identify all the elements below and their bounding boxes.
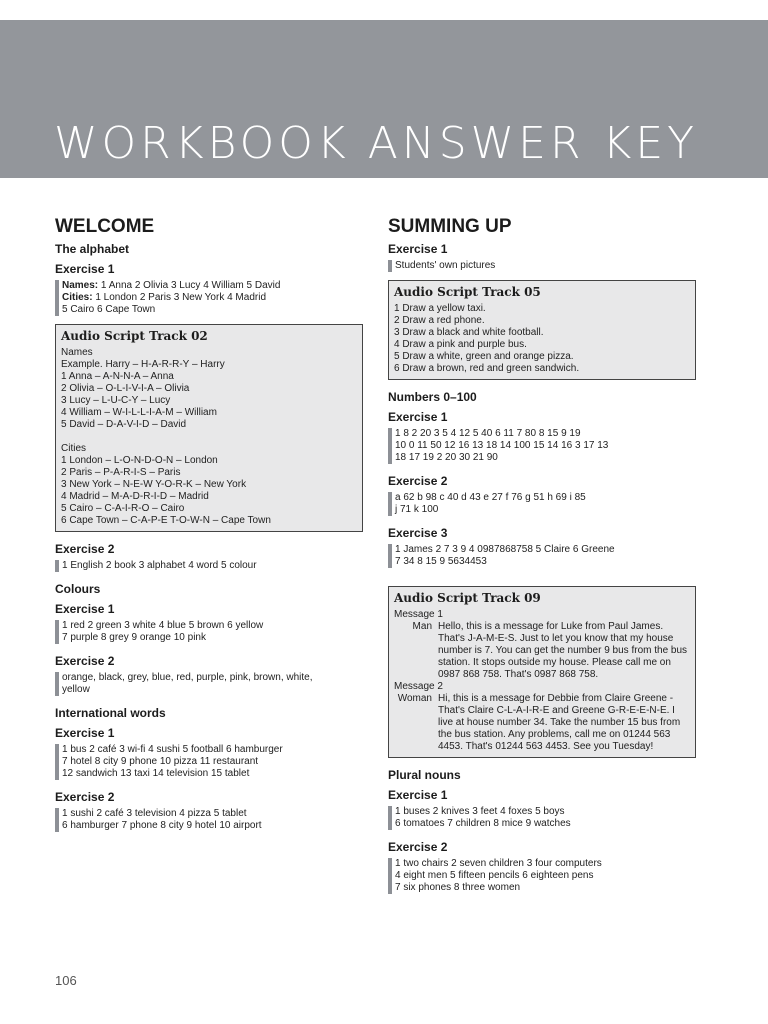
- spacer: [61, 431, 357, 443]
- exercise-label: Exercise 2: [55, 790, 115, 804]
- answer-line: 6 tomatoes 7 children 8 mice 9 watches: [395, 818, 571, 829]
- audio-script-title: Audio Script Track 05: [394, 285, 541, 299]
- message-row: [394, 621, 690, 681]
- answer-block: [388, 428, 696, 464]
- answer-block: [55, 560, 363, 572]
- heading-numbers: Numbers 0–100: [388, 390, 477, 404]
- answer-block: [388, 806, 696, 830]
- section-title-summing-up: SUMMING UP: [388, 216, 512, 237]
- message-text: Hello, this is a message for Luke from Paul James. That's J-A-M-E-S. Just to let you know that my house number is 7. You can get the number 9 bus from the bus station. It stops outside my house. Please call me on 0987 868 758. That's 0987 868 758.: [438, 621, 688, 680]
- answer-line: 1 bus 2 café 3 wi-fi 4 sushi 5 football 6 hamburger: [62, 744, 283, 755]
- answer-line: 5 Cairo 6 Cape Town: [62, 304, 156, 315]
- exercise-label: Exercise 2: [55, 654, 115, 668]
- answer-line: orange, black, grey, blue, red, purple, pink, brown, white,: [62, 672, 313, 683]
- answer-line: 7 purple 8 grey 9 orange 10 pink: [62, 632, 206, 643]
- script-line: Names: [61, 347, 93, 358]
- script-line: 5 Draw a white, green and orange pizza.: [394, 351, 574, 362]
- answer-block: [388, 544, 696, 568]
- message-text: Hi, this is a message for Debbie from Claire Greene - That's Claire C-L-A-I-R-E and Greene G-R-E-E-N-E. I live at house number 34. Take the number 15 bus from the bus station. Any problems, call me on 01244 563 4453. That's 01244 563 4453. See you Tuesday!: [438, 693, 681, 752]
- script-line: 4 Madrid – M-A-D-R-I-D – Madrid: [61, 491, 209, 502]
- names-prefix: Names:: [62, 280, 99, 291]
- script-line: 2 Olivia – O-L-I-V-I-A – Olivia: [61, 383, 190, 394]
- exercise-label: Exercise 1: [55, 262, 115, 276]
- answer-line: j 71 k 100: [395, 504, 439, 515]
- message-row: [394, 693, 690, 753]
- cities-prefix: Cities:: [62, 292, 93, 303]
- heading-alphabet: The alphabet: [55, 242, 130, 256]
- script-line: 5 Cairo – C-A-I-R-O – Cairo: [61, 503, 185, 514]
- header-banner: [0, 20, 768, 178]
- speaker-label: Woman: [397, 693, 432, 704]
- audio-script-box-09: [388, 586, 696, 758]
- script-line: 4 Draw a pink and purple bus.: [394, 339, 527, 350]
- page-number: 106: [55, 973, 77, 988]
- exercise-label: Exercise 1: [55, 726, 115, 740]
- audio-script-title: Audio Script Track 09: [394, 591, 541, 605]
- answer-line: 1 8 2 20 3 5 4 12 5 40 6 11 7 80 8 15 9 19: [395, 428, 581, 439]
- answer-line: a 62 b 98 c 40 d 43 e 27 f 76 g 51 h 69 i 85: [395, 492, 586, 503]
- answer-line: 1 two chairs 2 seven children 3 four computers: [395, 858, 602, 869]
- answer-text: 1 Anna 2 Olivia 3 Lucy 4 William 5 David: [100, 280, 281, 291]
- answer-line: 7 six phones 8 three women: [395, 882, 521, 893]
- script-line: 3 Draw a black and white football.: [394, 327, 544, 338]
- left-column: [55, 216, 363, 832]
- script-line: 1 Draw a yellow taxi.: [394, 303, 486, 314]
- script-line: 3 Lucy – L-U-C-Y – Lucy: [61, 395, 171, 406]
- answer-text: 1 London 2 Paris 3 New York 4 Madrid: [95, 292, 267, 303]
- script-line: Cities: [61, 443, 87, 454]
- exercise-label: Exercise 2: [55, 542, 115, 556]
- answer-block: [388, 858, 696, 894]
- answer-line: 7 hotel 8 city 9 phone 10 pizza 11 restaurant: [62, 756, 259, 767]
- answer-block: [55, 280, 363, 316]
- answer-block: [55, 808, 363, 832]
- answer-line: 6 hamburger 7 phone 8 city 9 hotel 10 airport: [62, 820, 262, 831]
- answer-line: 7 34 8 15 9 5634453: [395, 556, 487, 567]
- heading-international-words: International words: [55, 706, 166, 720]
- script-line: 3 New York – N-E-W Y-O-R-K – New York: [61, 479, 247, 490]
- answer-block: [388, 260, 696, 272]
- heading-plural-nouns: Plural nouns: [388, 768, 461, 782]
- section-title-welcome: WELCOME: [55, 216, 155, 237]
- answer-line: yellow: [62, 684, 90, 695]
- script-line: 1 Anna – A-N-N-A – Anna: [61, 371, 174, 382]
- answer-line: 18 17 19 2 20 30 21 90: [395, 452, 498, 463]
- answer-line: 12 sandwich 13 taxi 14 television 15 tablet: [62, 768, 250, 779]
- answer-line: 1 James 2 7 3 9 4 0987868758 5 Claire 6 Greene: [395, 544, 615, 555]
- speaker-label: Man: [412, 621, 432, 632]
- answer-block: [55, 744, 363, 780]
- message-label: Message 2: [394, 681, 443, 692]
- message-label: Message 1: [394, 609, 443, 620]
- exercise-label: Exercise 1: [388, 410, 448, 424]
- answer-line: 4 eight men 5 fifteen pencils 6 eighteen pens: [395, 870, 594, 881]
- answer-line: 1 buses 2 knives 3 feet 4 foxes 5 boys: [395, 806, 565, 817]
- answer-line: 10 0 11 50 12 16 13 18 14 100 15 14 16 3 17 13: [395, 440, 609, 451]
- audio-script-box-02: [55, 324, 363, 532]
- answer-line: 1 English 2 book 3 alphabet 4 word 5 colour: [62, 560, 257, 571]
- answer-line: 1 red 2 green 3 white 4 blue 5 brown 6 yellow: [62, 620, 264, 631]
- exercise-label: Exercise 1: [388, 242, 448, 256]
- answer-line: 1 sushi 2 café 3 television 4 pizza 5 tablet: [62, 808, 247, 819]
- script-line: 6 Draw a brown, red and green sandwich.: [394, 363, 580, 374]
- right-column: [388, 216, 696, 894]
- exercise-label: Exercise 1: [388, 788, 448, 802]
- answer-block: [55, 620, 363, 644]
- heading-colours: Colours: [55, 582, 101, 596]
- script-line: 5 David – D-A-V-I-D – David: [61, 419, 187, 430]
- answer-block: [55, 672, 363, 696]
- audio-script-title: Audio Script Track 02: [61, 329, 208, 343]
- exercise-label: Exercise 2: [388, 840, 448, 854]
- script-line: 6 Cape Town – C-A-P-E T-O-W-N – Cape Town: [61, 515, 271, 526]
- audio-script-box-05: [388, 280, 696, 380]
- script-line: 2 Draw a red phone.: [394, 315, 485, 326]
- exercise-label: Exercise 2: [388, 474, 448, 488]
- script-line: 1 London – L-O-N-D-O-N – London: [61, 455, 218, 466]
- answer-line: [62, 280, 363, 292]
- script-line: Example. Harry – H-A-R-R-Y – Harry: [61, 359, 225, 370]
- answer-line: [62, 292, 363, 304]
- answer-line: Students' own pictures: [395, 260, 496, 271]
- page-title: WORKBOOK ANSWER KEY: [54, 118, 699, 169]
- script-line: 2 Paris – P-A-R-I-S – Paris: [61, 467, 181, 478]
- exercise-label: Exercise 3: [388, 526, 448, 540]
- script-line: 4 William – W-I-L-L-I-A-M – William: [61, 407, 217, 418]
- exercise-label: Exercise 1: [55, 602, 115, 616]
- answer-block: [388, 492, 696, 516]
